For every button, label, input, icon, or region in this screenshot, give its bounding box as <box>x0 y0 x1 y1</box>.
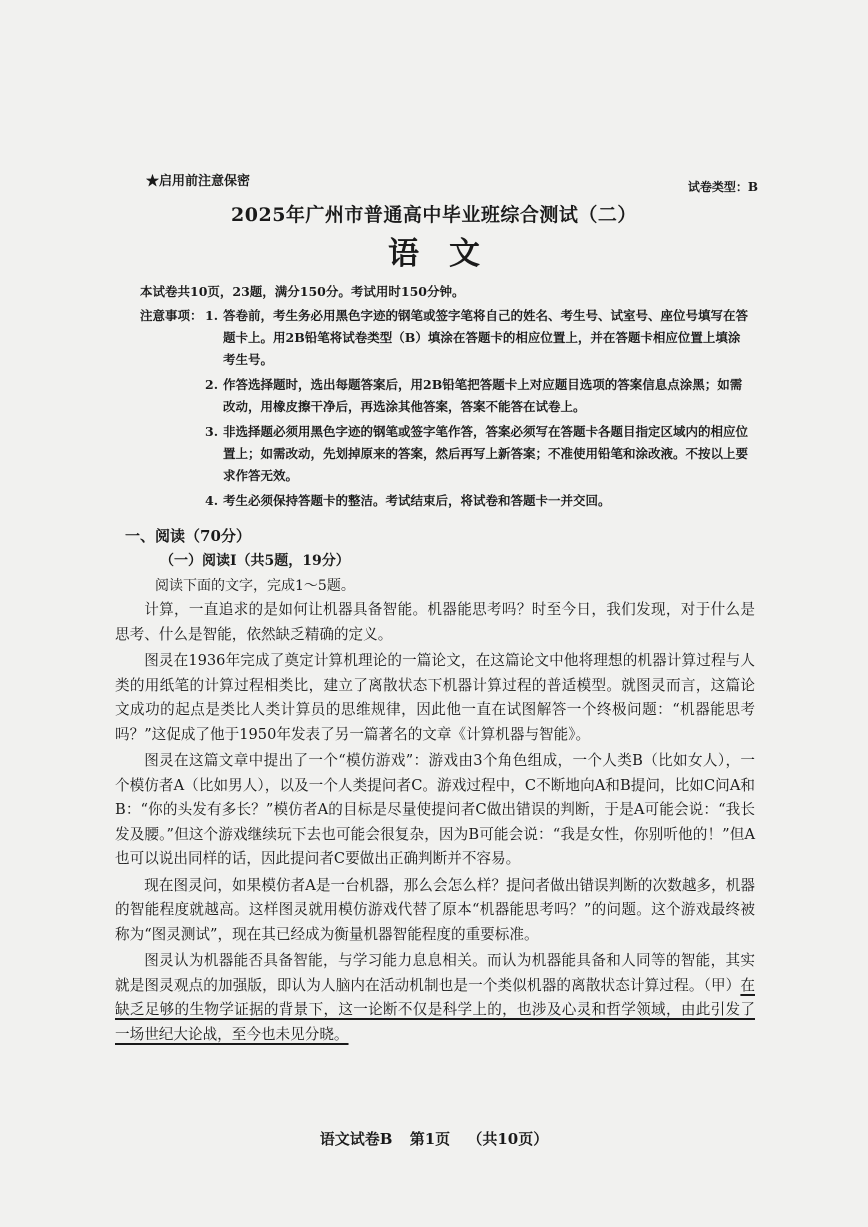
underlined-sentence: 在缺乏足够的生物学证据的背景下，这一论断不仅是科学上的，也涉及心灵和哲学领域，由此引发了一场世纪大论战，至今也未见分晓。 <box>115 976 755 1043</box>
passage-paragraph: 计算，一直追求的是如何让机器具备智能。机器能思考吗？时至今日，我们发现，对于什么是思考、什么是智能，依然缺乏精确的定义。 <box>115 601 755 643</box>
note-item <box>205 374 750 418</box>
passage-paragraph: 图灵在这篇文章中提出了一个“模仿游戏”：游戏由3个角色组成，一个人类B（比如女人），一个模仿者A（比如男人），以及一个人类提问者C。游戏过程中，C不断地向A和B提问，比如C问A和B：“你的头发有多长？”模仿者A的目标是尽量使提问者C做出错误的判断，于是A可能会说：“我长发及腰。”但这个游戏继续玩下去也可能会很复杂，因为B可能会说：“我是女性，你别听他的！”但A也可以说出同样的话，因此提问者C要做出正确判断并不容易。 <box>115 752 755 867</box>
passage-paragraph <box>115 949 755 1047</box>
page-footer <box>0 1128 868 1149</box>
paper-type-label: 试卷类型：B <box>687 180 758 194</box>
note-text: 考生必须保持答题卡的整洁。考试结束后，将试卷和答题卡一并交回。 <box>223 493 611 508</box>
note-number: 2. <box>205 377 219 392</box>
note-item <box>205 305 750 371</box>
note-number: 4. <box>205 493 219 508</box>
note-number: 1. <box>205 308 219 323</box>
note-text: 作答选择题时，选出每题答案后，用2B铅笔把答题卡上对应题目选项的答案信息点涂黑；如需改动，用橡皮擦干净后，再选涂其他答案，答案不能答在试卷上。 <box>223 377 743 414</box>
subsection-title: （一）阅读Ⅰ（共5题，19分） <box>160 553 350 569</box>
paragraph-lead: 图灵认为机器能否具备智能，与学习能力息息相关。而认为机器能具备和人同等的智能，其实就是图灵观点的加强版，即认为人脑内在活动机制也是一个类似机器的离散状态计算过程。（甲） <box>115 952 755 994</box>
note-text: 非选择题必须用黑色字迹的钢笔或签字笔作答，答案必须写在答题卡各题目指定区域内的相应位置上；如需改动，先划掉原来的答案，然后再写上新答案；不准使用铅笔和涂改液。不按以上要求作答无效。 <box>223 424 749 483</box>
exam-info: 本试卷共10页，23题，满分150分。考试用时150分钟。 <box>140 284 465 299</box>
footer-total: （共10页） <box>467 1130 549 1148</box>
notes-list <box>205 305 750 515</box>
note-number: 3. <box>205 424 219 439</box>
footer-paper: 语文试卷B <box>319 1130 393 1148</box>
section-title: 一、阅读（70分） <box>125 527 251 545</box>
passage-paragraph: 现在图灵问，如果模仿者A是一台机器，那么会怎么样？提问者做出错误判断的次数越多，机器的智能程度就越高。这样图灵就用模仿游戏代替了原本“机器能思考吗？”的问题。这个游戏最终被称为“图灵测试”，现在其已经成为衡量机器智能程度的重要标准。 <box>115 876 755 943</box>
note-item <box>205 421 750 487</box>
passage-paragraph: 图灵在1936年完成了奠定计算机理论的一篇论文，在这篇论文中他将理想的机器计算过程与人类的用纸笔的计算过程相类比，建立了离散状态下机器计算过程的普适模型。就图灵而言，这篇论文成功的起点是类比人类计算员的思维规律，因此他一直在试图解答一个终极问题：“机器能思考吗？”这促成了他于1950年发表了另一篇著名的文章《计算机器与智能》。 <box>115 652 755 743</box>
reading-passage <box>115 598 755 1049</box>
note-text: 答卷前，考生务必用黑色字迹的钢笔或签字笔将自己的姓名、考生号、试室号、座位号填写在答题卡上。用2B铅笔将试卷类型（B）填涂在答题卡的相应位置上，并在答题卡相应位置上填涂考生号。 <box>223 308 749 367</box>
exam-title: 2025年广州市普通高中毕业班综合测试（二） <box>231 204 637 226</box>
reading-instruction: 阅读下面的文字，完成1～5题。 <box>155 578 355 594</box>
note-item <box>205 490 750 512</box>
subject-title: 语文 <box>388 236 510 272</box>
notes-label: 注意事项： <box>140 308 203 323</box>
confidential-label: ★启用前注意保密 <box>146 174 251 189</box>
footer-page: 第1页 <box>409 1130 451 1148</box>
